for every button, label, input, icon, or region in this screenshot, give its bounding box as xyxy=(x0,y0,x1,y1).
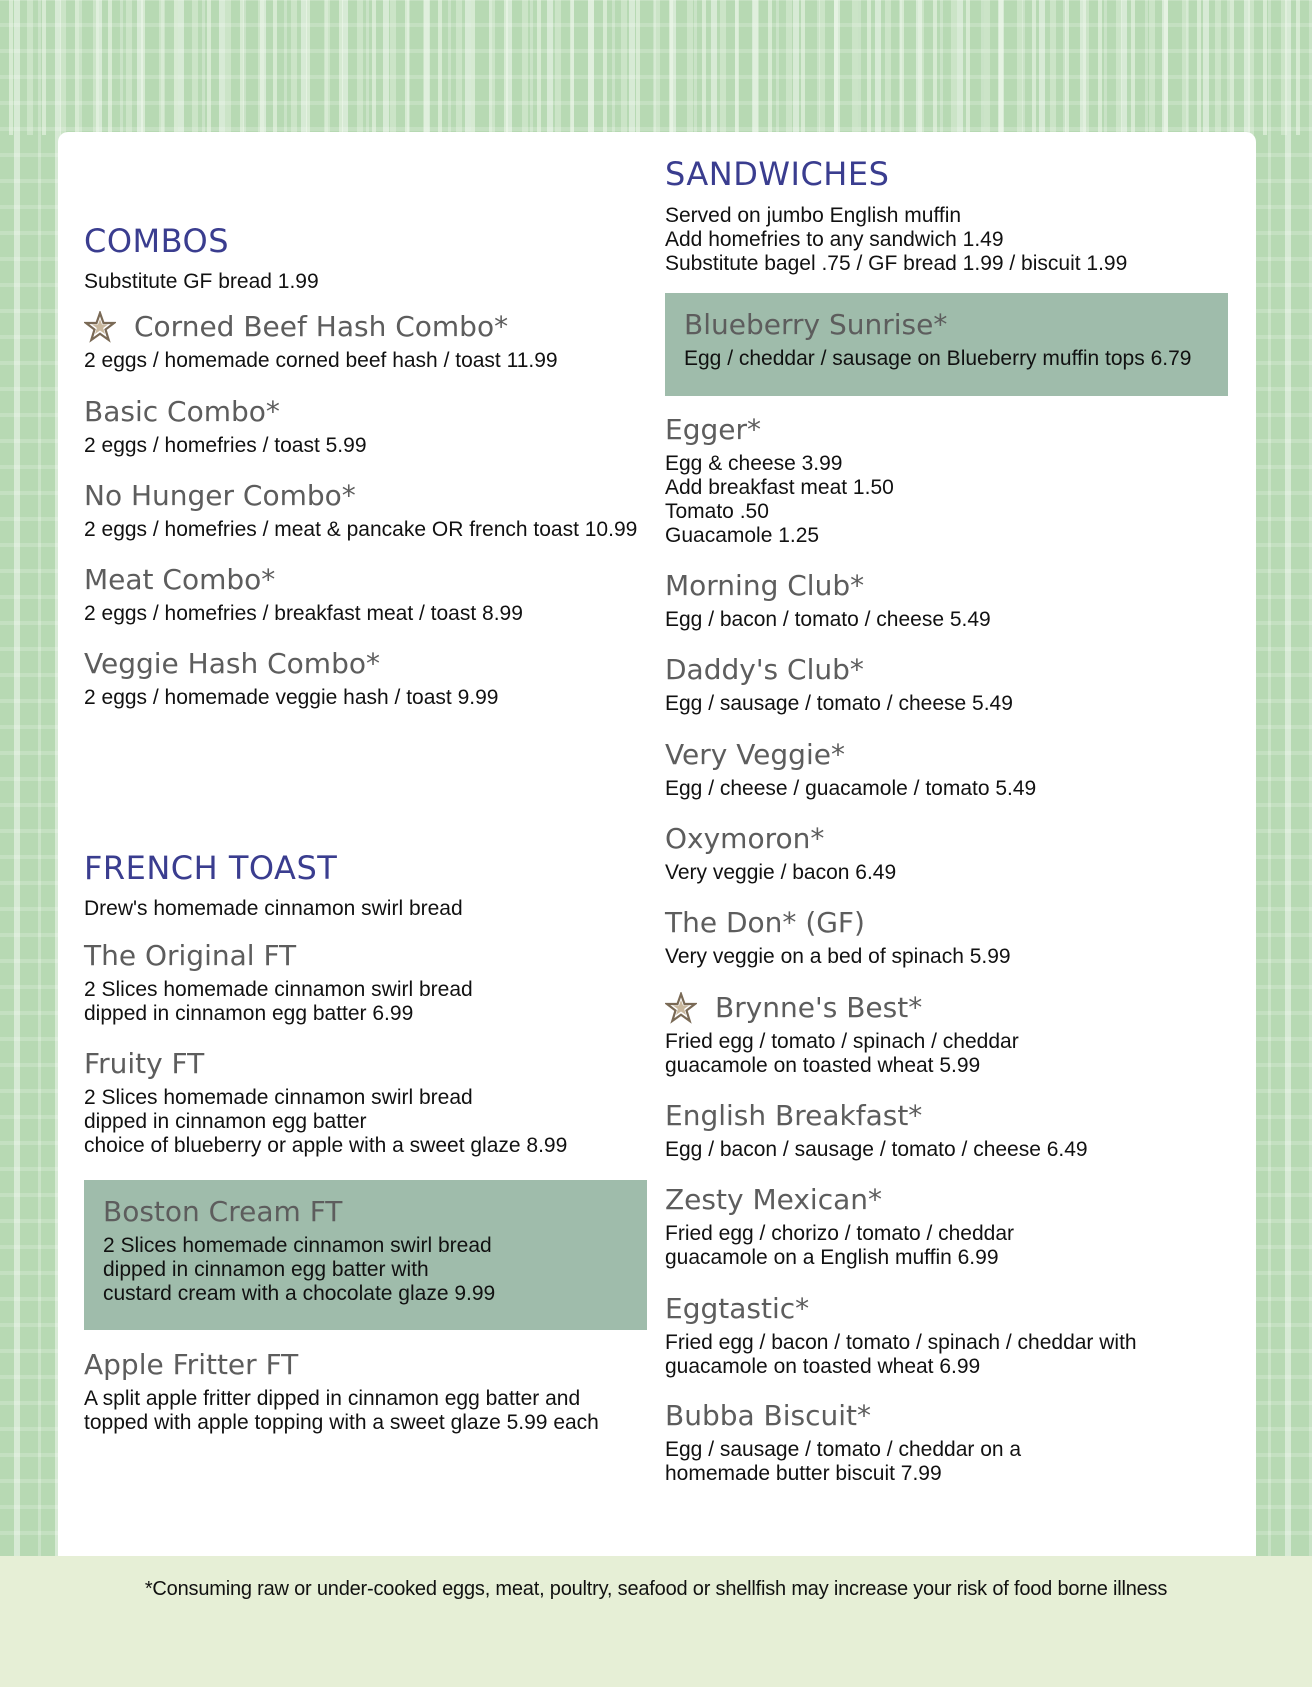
item-name: No Hunger Combo* xyxy=(84,479,356,512)
menu-item xyxy=(84,309,664,373)
item-name: English Breakfast* xyxy=(665,1099,923,1132)
item-name: Morning Club* xyxy=(665,569,865,602)
combos-subtitle: Substitute GF bread 1.99 xyxy=(84,270,319,293)
menu-item xyxy=(84,394,664,458)
allergy-footnote: *Consuming raw or under-cooked eggs, meat, poultry, seafood or shellfish may increase your risk of food borne illness xyxy=(144,1578,1168,1600)
item-description: Fried egg / tomato / spinach / cheddar guacamole on toasted wheat 5.99 xyxy=(665,1030,1019,1077)
item-name: Brynne's Best* xyxy=(715,991,923,1024)
item-description: Fried egg / bacon / tomato / spinach / cheddar with guacamole on toasted wheat 6.99 xyxy=(665,1331,1137,1378)
menu-item xyxy=(665,652,1245,716)
menu-item xyxy=(84,1347,664,1435)
combos-title: COMBOS xyxy=(84,222,230,260)
item-name: Blueberry Sunrise* xyxy=(684,308,948,341)
star-icon xyxy=(665,992,697,1024)
item-name: Egger* xyxy=(665,413,761,446)
item-name: Oxymoron* xyxy=(665,822,825,855)
item-description: 2 Slices homemade cinnamon swirl bread dipped in cinnamon egg batter 6.99 xyxy=(84,978,473,1025)
item-description: Very veggie on a bed of spinach 5.99 xyxy=(665,945,1011,968)
french-toast-title: FRENCH TOAST xyxy=(84,849,338,887)
item-name: Corned Beef Hash Combo* xyxy=(134,310,509,343)
featured-item xyxy=(84,1180,647,1330)
item-description: A split apple fritter dipped in cinnamon egg batter and topped with apple topping with a sweet glaze 5.99 each xyxy=(84,1387,599,1434)
item-name: The Don* (GF) xyxy=(665,906,865,939)
item-name: Meat Combo* xyxy=(84,563,276,596)
item-description: Egg / sausage / tomato / cheese 5.49 xyxy=(665,692,1013,715)
item-name: Apple Fritter FT xyxy=(84,1348,299,1381)
footer-band xyxy=(0,1556,1312,1687)
sandwiches-subtitle: Served on jumbo English muffin Add homefries to any sandwich 1.49 Substitute bagel .75 / GF bread 1.99 / biscuit 1.99 xyxy=(665,204,1128,275)
item-description: 2 eggs / homemade corned beef hash / toast 11.99 xyxy=(84,349,558,372)
menu-item xyxy=(665,821,1245,885)
item-name: Fruity FT xyxy=(84,1047,205,1080)
item-description: Fried egg / chorizo / tomato / cheddar guacamole on a English muffin 6.99 xyxy=(665,1222,1015,1269)
item-description: Very veggie / bacon 6.49 xyxy=(665,861,897,884)
item-description: 2 eggs / homemade veggie hash / toast 9.99 xyxy=(84,686,499,709)
menu-item xyxy=(84,562,664,626)
item-name: Boston Cream FT xyxy=(103,1195,343,1228)
item-name: Eggtastic* xyxy=(665,1292,810,1325)
menu-item xyxy=(84,478,664,542)
item-description: 2 Slices homemade cinnamon swirl bread dipped in cinnamon egg batter with custard cream with a chocolate glaze 9.99 xyxy=(103,1234,496,1305)
french-toast-subtitle: Drew's homemade cinnamon swirl bread xyxy=(84,897,463,920)
menu-item xyxy=(84,646,664,710)
item-description: Egg / sausage / tomato / cheddar on a homemade butter biscuit 7.99 xyxy=(665,1438,1022,1485)
item-name: The Original FT xyxy=(84,939,297,972)
sandwiches-title: SANDWICHES xyxy=(665,155,890,193)
item-name: Veggie Hash Combo* xyxy=(84,647,380,680)
menu-item xyxy=(665,990,1245,1078)
item-name: Bubba Biscuit* xyxy=(665,1399,872,1432)
menu-item xyxy=(665,568,1245,632)
menu-item xyxy=(84,938,664,1026)
item-description: Egg & cheese 3.99 Add breakfast meat 1.50 Tomato .50 Guacamole 1.25 xyxy=(665,452,894,547)
item-description: Egg / cheese / guacamole / tomato 5.49 xyxy=(665,777,1037,800)
menu-item xyxy=(84,1046,664,1158)
menu-item xyxy=(665,1182,1245,1270)
item-name: Very Veggie* xyxy=(665,738,845,771)
star-icon xyxy=(84,311,116,343)
menu-item xyxy=(665,1398,1245,1486)
menu-item xyxy=(665,1098,1245,1162)
background-texture xyxy=(0,0,1312,135)
item-description: 2 eggs / homefries / breakfast meat / toast 8.99 xyxy=(84,602,523,625)
item-description: 2 eggs / homefries / toast 5.99 xyxy=(84,434,367,457)
item-description: 2 eggs / homefries / meat & pancake OR french toast 10.99 xyxy=(84,518,638,541)
featured-item xyxy=(665,293,1228,396)
menu-item xyxy=(665,737,1245,801)
menu-item xyxy=(665,905,1245,969)
item-name: Zesty Mexican* xyxy=(665,1183,882,1216)
item-name: Basic Combo* xyxy=(84,395,280,428)
item-description: Egg / bacon / sausage / tomato / cheese 6.49 xyxy=(665,1138,1088,1161)
item-description: Egg / cheddar / sausage on Blueberry muffin tops 6.79 xyxy=(684,347,1192,370)
menu-item xyxy=(665,412,1245,548)
item-description: Egg / bacon / tomato / cheese 5.49 xyxy=(665,608,991,631)
item-name: Daddy's Club* xyxy=(665,653,864,686)
item-description: 2 Slices homemade cinnamon swirl bread dipped in cinnamon egg batter choice of blueberry or apple with a sweet glaze 8.99 xyxy=(84,1086,568,1157)
menu-item xyxy=(665,1291,1245,1379)
